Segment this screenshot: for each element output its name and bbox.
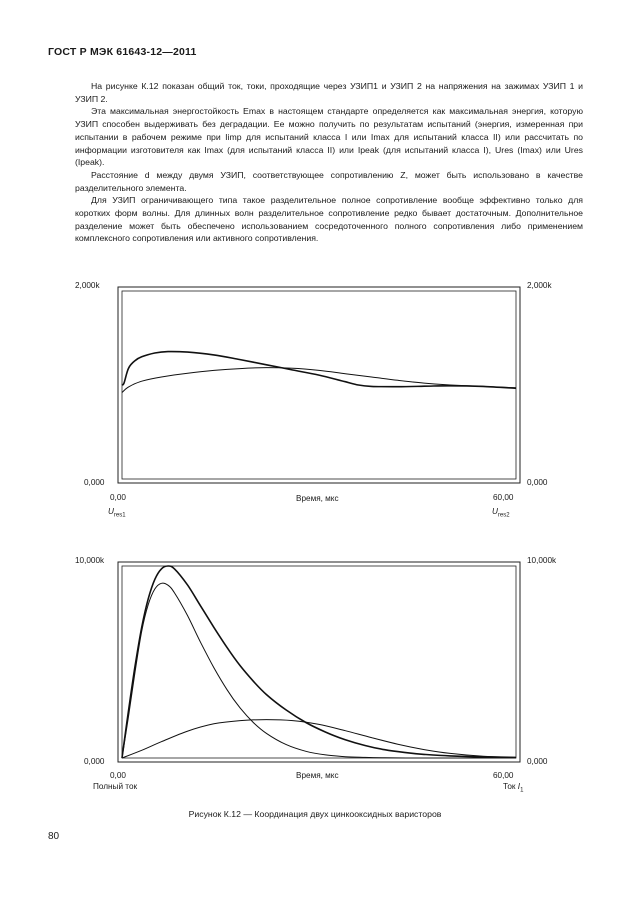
chart2-ytick-left-top: 10,000k — [75, 556, 105, 565]
chart1-bottom-left-label: $U_{res1}$ — [108, 507, 126, 519]
chart2-ytick-left-bottom: 0,000 — [84, 757, 105, 766]
chart1-ytick-left-bottom: 0,000 — [84, 478, 105, 487]
chart2-xtick-end: 60,00 — [493, 771, 514, 780]
chart2-bottom-left-label: Полный ток — [93, 782, 138, 791]
chart-2-frame — [118, 562, 520, 762]
paragraph-3: Расстояние d между двумя УЗИП, соответствующее сопротивлению Z, может быть использовано в качестве разделительного элемента. — [75, 169, 583, 193]
chart-2-series-3-line — [122, 720, 516, 758]
figure-caption: Рисунок К.12 — Координация двух цинкооксидных варисторов — [188, 809, 442, 819]
chart1-xtick-end: 60,00 — [493, 493, 514, 502]
paragraph-4: Для УЗИП ограничивающего типа такое разделительное полное сопротивление вообще эффективно только для коротких форм волны. Для длинных волн разделительное сопротивление редко бывает достаточным. Дополнительное разделение может быть обеспечено использованием сосредоточенного полного сопротивления либо применением комплексного сопротивления или активного сопротивления. — [75, 195, 583, 244]
chart2-xtick-start: 0,00 — [110, 771, 126, 780]
chart2-ytick-right-top: 10,000k — [527, 556, 557, 565]
chart1-ytick-left-top: 2,000k — [75, 281, 100, 290]
page-number: 80 — [48, 831, 60, 842]
chart-2-series-1-line — [122, 566, 516, 758]
chart1-ytick-right-top: 2,000k — [527, 281, 552, 290]
paragraph-2: Эта максимальная энергостойкость Emax в настоящем стандарте определяется как максимальная энергия, которую УЗИП способен выдерживать без деградации. Ее можно получить по результатам испытаний (энергия, измеренная при испытании в рабочем режиме при Iimp для испытаний класса I или Imax для испытаний класса II) или рассчитать по информации изготовителя как Imax (для испытаний класса II) или Ipeak (для испытаний класса I), Ures (Imax) или Ures (Ipeak). — [75, 106, 583, 168]
chart1-xtick-start: 0,00 — [110, 493, 126, 502]
chart1-xlabel: Время, мкс — [296, 494, 339, 503]
document-header: ГОСТ Р МЭК 61643-12—2011 — [48, 46, 197, 58]
chart1-ytick-right-bottom: 0,000 — [527, 478, 548, 487]
chart1-bottom-right-label: $U_{res2}$ — [492, 507, 510, 519]
chart2-bottom-right-label: Ток $I_1$ — [503, 782, 524, 794]
chart-1-series-2-line — [122, 368, 516, 393]
chart-2-series-2-line — [122, 583, 516, 758]
chart2-ytick-right-bottom: 0,000 — [527, 757, 548, 766]
chart-1 — [118, 287, 520, 483]
chart2-xlabel: Время, мкс — [296, 771, 339, 780]
paragraph-1: На рисунке К.12 показан общий ток, токи, проходящие через УЗИП1 и УЗИП 2 на напряжения на зажимах УЗИП 1 и УЗИП 2. — [75, 81, 583, 104]
chart-2 — [118, 562, 520, 762]
